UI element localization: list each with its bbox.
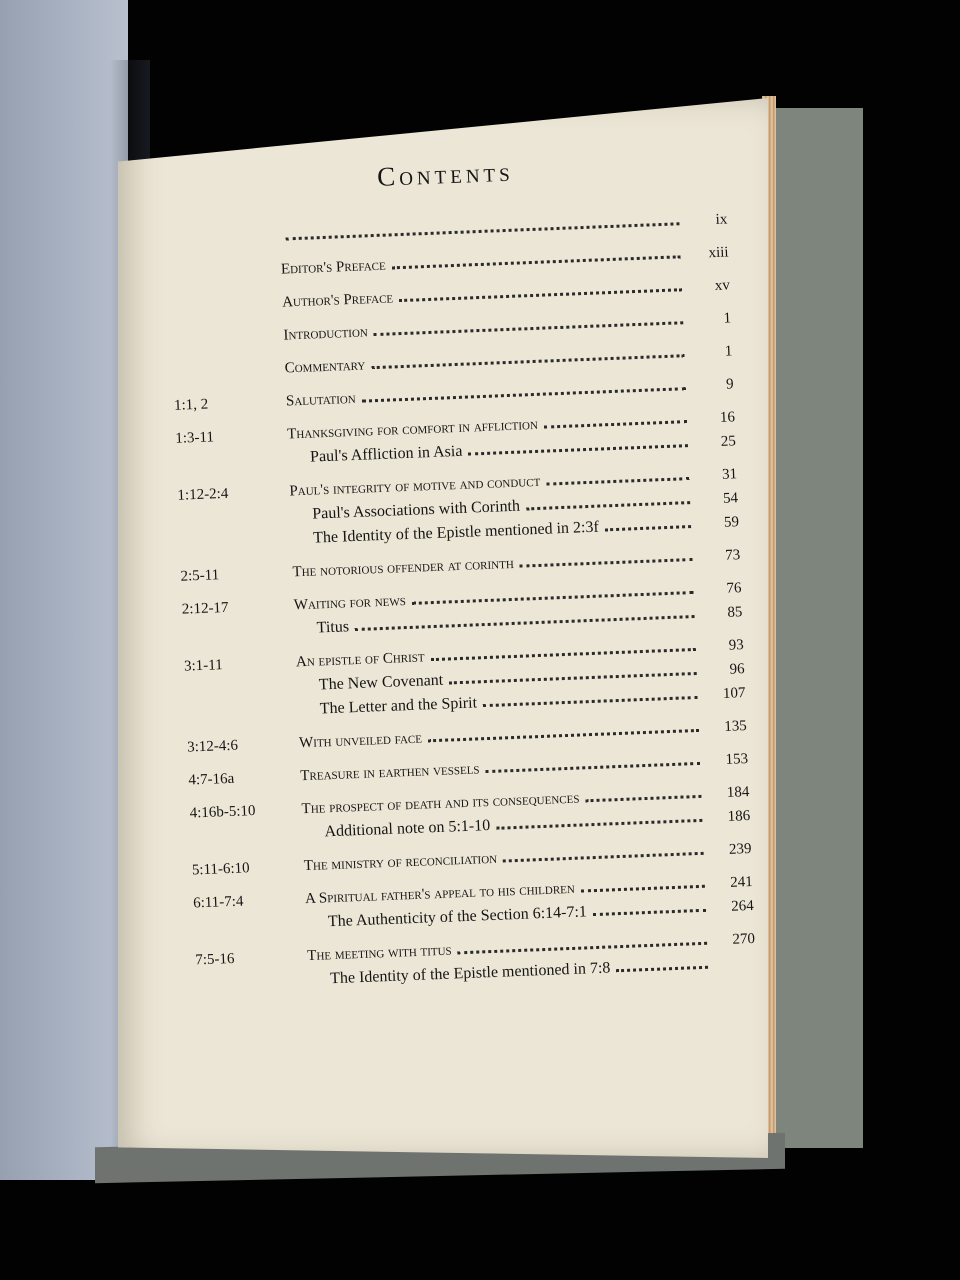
toc-label: Thanksgiving for comfort in affliction	[286, 416, 539, 443]
toc-ref: 2:5-11	[180, 567, 220, 585]
table-of-contents	[165, 149, 756, 994]
toc-label: Commentary	[284, 357, 366, 377]
toc-page-number: 264	[730, 897, 754, 915]
leader-dots	[605, 525, 691, 531]
toc-page-number: 186	[727, 808, 751, 825]
contents-title: Contents	[376, 156, 515, 192]
toc-label: The meeting with titus	[306, 942, 452, 965]
toc-ref: 4:7-16a	[188, 770, 235, 789]
toc-label: Treasure in earthen vessels	[300, 761, 480, 785]
toc-label: The New Covenant	[318, 671, 444, 694]
toc-label: The notorious offender at corinth	[292, 555, 515, 581]
toc-page-number: 1	[724, 343, 733, 360]
toc-label: The prospect of death and its consequences	[301, 790, 580, 818]
leader-dots	[616, 966, 708, 973]
toc-page-number: 184	[726, 784, 750, 801]
toc-label: An epistle of Christ	[295, 649, 425, 671]
toc-page-number: 107	[722, 685, 746, 702]
toc-page-number: 16	[719, 409, 736, 426]
toc-page-number: 153	[725, 751, 749, 768]
toc-label: The Identity of the Epistle mentioned in 7:8	[329, 959, 611, 988]
toc-page-number: 270	[732, 930, 756, 948]
toc-ref: 1:3-11	[175, 429, 215, 447]
toc-page-number: ix	[715, 211, 728, 228]
toc-label: With unveiled face	[298, 730, 423, 752]
toc-label: Editor's Preface	[280, 257, 386, 278]
toc-page-number: 241	[729, 873, 754, 891]
toc-page-number: 73	[724, 547, 741, 564]
toc-ref: 6:11-7:4	[192, 893, 244, 912]
toc-page-number: 54	[722, 490, 739, 507]
toc-label: The Letter and the Spirit	[319, 694, 478, 718]
toc-page-number: xiii	[708, 244, 729, 262]
leader-dots	[526, 501, 690, 510]
toc-page-number: 59	[723, 514, 740, 531]
toc-ref: 3:1-11	[183, 657, 223, 675]
toc-label: Additional note on 5:1-10	[324, 817, 491, 841]
toc-ref: 4:16b-5:10	[189, 803, 256, 822]
toc-ref: 1:1, 2	[173, 396, 209, 414]
toc-page-number: xv	[714, 277, 731, 294]
book-cover	[770, 108, 863, 1148]
leader-dots	[593, 909, 706, 916]
toc-page-number: 135	[723, 718, 748, 735]
toc-label: Paul's Affliction in Asia	[309, 442, 463, 466]
leader-dots	[585, 795, 701, 802]
toc-ref: 7:5-16	[195, 950, 235, 969]
leader-dots	[581, 885, 705, 893]
toc-label: Waiting for news	[293, 593, 407, 614]
toc-label: The Authenticity of the Section 6:14-7:1	[327, 903, 588, 931]
toc-label: Paul's integrity of motive and conduct	[289, 473, 541, 500]
toc-page-number: 76	[726, 580, 742, 597]
toc-page-number: 93	[728, 637, 744, 654]
toc-label: Salutation	[285, 390, 357, 410]
toc-label: Paul's Associations with Corinth	[311, 497, 521, 523]
toc-list	[167, 195, 756, 993]
toc-page-number: 1	[723, 310, 732, 327]
toc-ref: 1:12-2:4	[177, 485, 229, 504]
toc-page-number: 239	[728, 840, 752, 858]
leader-dots	[546, 477, 689, 485]
toc-page-number: 9	[725, 376, 734, 393]
toc-label: Author's Preface	[281, 290, 394, 311]
toc-label: Introduction	[283, 324, 369, 344]
toc-page-number: 31	[721, 466, 738, 483]
toc-label: A Spiritual father's appeal to his children	[304, 880, 576, 908]
toc-ref: 5:11-6:10	[191, 860, 250, 879]
toc-label: The ministry of reconciliation	[303, 850, 498, 875]
toc-page-number: 96	[729, 661, 745, 678]
toc-label: The Identity of the Epistle mentioned in 2:3f	[312, 518, 600, 547]
toc-page-number: 25	[720, 433, 737, 450]
left-page	[0, 0, 128, 1180]
toc-ref: 3:12-4:6	[186, 737, 239, 756]
leader-dots	[544, 420, 687, 428]
toc-label: Titus	[316, 618, 350, 637]
toc-page-number: 85	[727, 604, 743, 621]
toc-ref: 2:12-17	[181, 599, 229, 618]
